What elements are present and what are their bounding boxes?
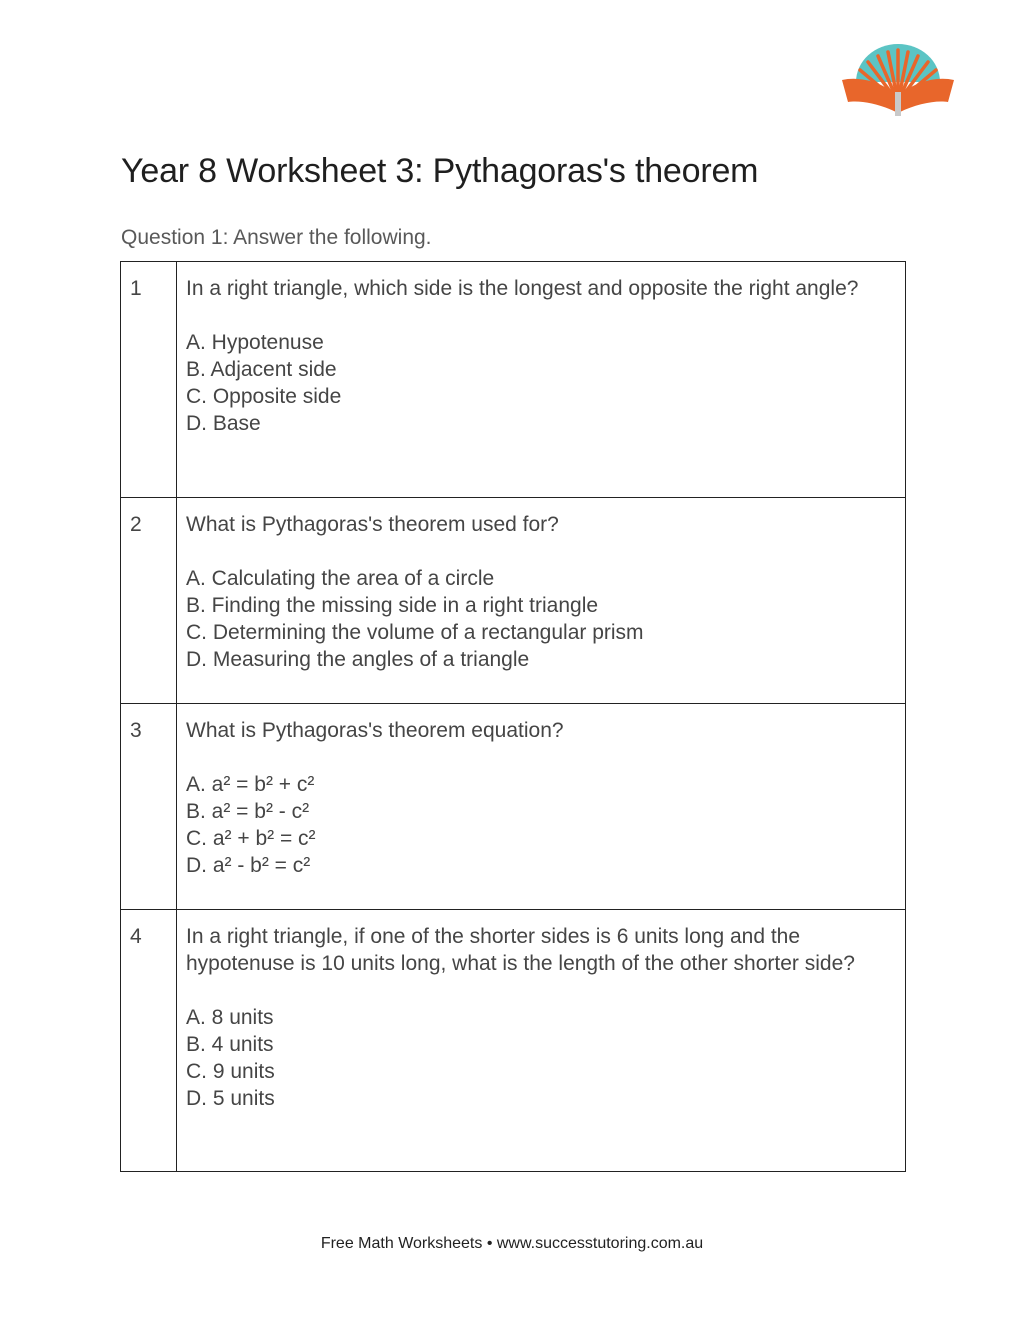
question-number: 1	[121, 262, 177, 498]
option-b: B. 4 units	[186, 1033, 274, 1056]
option-c: C. Opposite side	[186, 385, 342, 408]
option-d: D. a² - b² = c²	[186, 854, 311, 877]
option-a: A. a² = b² + c²	[186, 773, 315, 796]
question-text: What is Pythagoras's theorem used for?	[186, 513, 559, 536]
option-d: D. Measuring the angles of a triangle	[186, 648, 530, 671]
option-c: C. Determining the volume of a rectangular prism	[186, 621, 644, 644]
logo-book-right	[900, 79, 954, 112]
question-content	[177, 262, 906, 498]
question-number: 2	[121, 498, 177, 704]
question-row	[121, 262, 906, 498]
question-row	[121, 704, 906, 910]
option-d: D. Base	[186, 412, 261, 435]
logo-spine	[895, 92, 901, 116]
instruction-text: Question 1: Answer the following.	[121, 226, 432, 249]
option-a: A. Calculating the area of a circle	[186, 567, 495, 590]
question-text: In a right triangle, if one of the shorter sides is 6 units long and the hypotenuse is 10 units long, what is the length of the other shorter side?	[186, 925, 855, 975]
option-d: D. 5 units	[186, 1087, 275, 1110]
question-content	[177, 704, 906, 910]
question-text: What is Pythagoras's theorem equation?	[186, 719, 564, 742]
question-text: In a right triangle, which side is the longest and opposite the right angle?	[186, 277, 859, 300]
option-c: C. a² + b² = c²	[186, 827, 316, 850]
question-content	[177, 498, 906, 704]
footer-text: Free Math Worksheets • www.successtutoring.com.au	[320, 1235, 704, 1252]
question-number: 3	[121, 704, 177, 910]
questions-table	[120, 261, 906, 1172]
option-a: A. 8 units	[186, 1006, 274, 1029]
option-b: B. a² = b² - c²	[186, 800, 310, 823]
option-b: B. Finding the missing side in a right triangle	[186, 594, 599, 617]
option-a: A. Hypotenuse	[186, 331, 324, 354]
open-book-logo-icon	[838, 44, 958, 120]
option-b: B. Adjacent side	[186, 358, 337, 381]
page-title: Year 8 Worksheet 3: Pythagoras's theorem	[121, 152, 759, 190]
logo-book-left	[842, 79, 896, 112]
question-row	[121, 910, 906, 1172]
question-row	[121, 498, 906, 704]
question-number: 4	[121, 910, 177, 1172]
question-content	[177, 910, 906, 1172]
option-c: C. 9 units	[186, 1060, 275, 1083]
